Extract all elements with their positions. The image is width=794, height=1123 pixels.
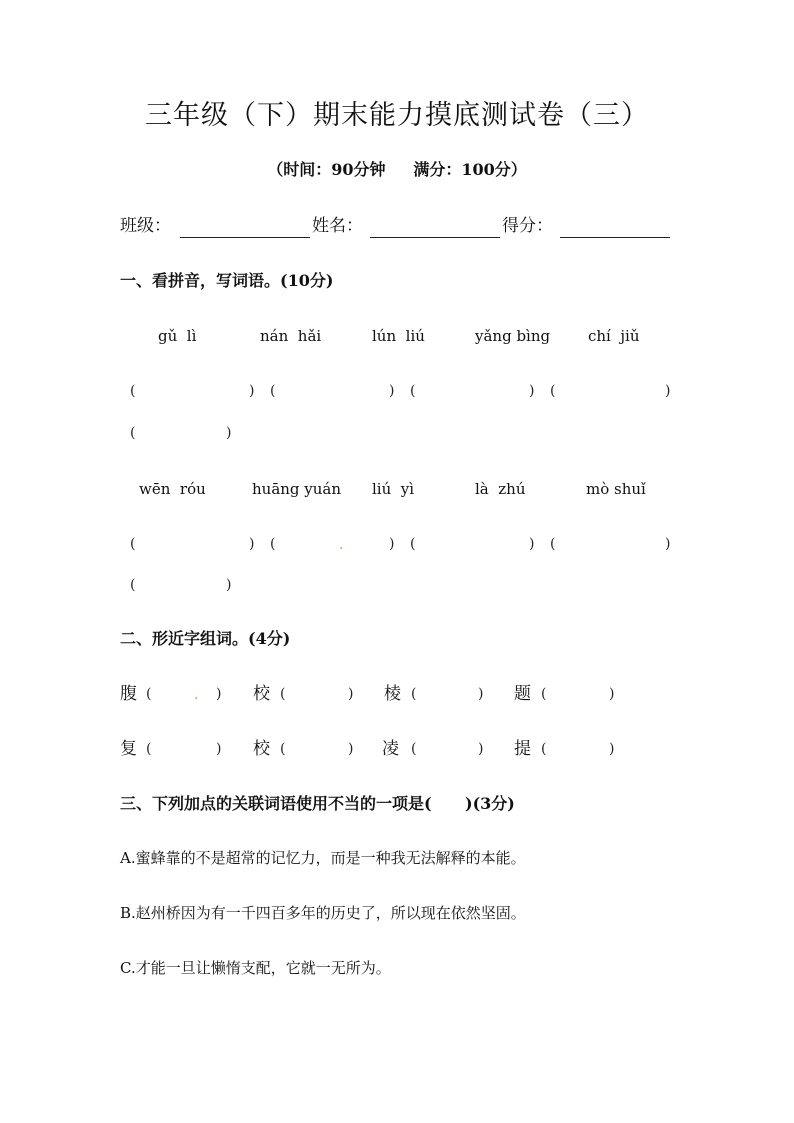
answer-open-paren: (	[270, 383, 276, 399]
page-title: 三年级（下）期末能力摸底测试卷（三）	[145, 100, 649, 131]
answer-open-paren: (	[130, 577, 136, 593]
pinyin-item: lún liú	[372, 327, 425, 345]
answer-close-paren: )	[226, 577, 232, 593]
answer-open-paren: (	[410, 383, 416, 399]
answer-close-paren: )	[249, 536, 255, 552]
score-label: 得分：	[502, 216, 553, 236]
pinyin-item: yǎng bìng	[475, 327, 551, 345]
section-3-heading: 三、下列加点的关联词语使用不当的一项是( )(3分)	[120, 794, 515, 813]
answer-close-paren: )	[348, 741, 354, 757]
answer-close-paren: )	[529, 536, 535, 552]
answer-open-paren: (	[146, 686, 152, 702]
pinyin-item: wēn róu	[139, 480, 206, 498]
answer-close-paren: )	[529, 383, 535, 399]
answer-open-paren: (	[270, 536, 276, 552]
name-blank[interactable]	[370, 237, 500, 238]
stray-mark: .	[194, 687, 199, 703]
answer-open-paren: (	[541, 686, 547, 702]
answer-open-paren: (	[130, 425, 136, 441]
option-c[interactable]: C.才能一旦让懒惰支配，它就一无所为。	[120, 959, 391, 977]
class-label: 班级：	[120, 216, 171, 236]
class-blank[interactable]	[180, 237, 310, 238]
answer-close-paren: )	[609, 741, 615, 757]
answer-open-paren: (	[411, 741, 417, 757]
answer-close-paren: )	[609, 686, 615, 702]
answer-close-paren: )	[216, 686, 222, 702]
answer-close-paren: )	[478, 741, 484, 757]
char-item: 题	[514, 684, 531, 704]
pinyin-item: gǔ lì	[158, 327, 197, 345]
answer-close-paren: )	[389, 536, 395, 552]
exam-time-score: （时间：90分钟 满分：100分）	[267, 160, 527, 179]
answer-close-paren: )	[389, 383, 395, 399]
pinyin-item: chí jiǔ	[588, 327, 640, 345]
answer-open-paren: (	[410, 536, 416, 552]
stray-mark: .	[339, 537, 344, 553]
section-2-heading: 二、形近字组词。(4分)	[120, 629, 291, 648]
name-label: 姓名：	[312, 216, 363, 236]
answer-close-paren: )	[665, 383, 671, 399]
option-b[interactable]: B.赵州桥因为有一千四百多年的历史了，所以现在依然坚固。	[120, 904, 526, 922]
pinyin-item: mò shuǐ	[586, 480, 646, 498]
answer-close-paren: )	[216, 741, 222, 757]
answer-close-paren: )	[249, 383, 255, 399]
answer-open-paren: (	[280, 741, 286, 757]
answer-close-paren: )	[348, 686, 354, 702]
pinyin-item: huāng yuán	[252, 480, 342, 498]
char-item: 校	[253, 684, 270, 704]
char-item: 棱	[384, 684, 401, 704]
char-item: 凌	[382, 739, 399, 759]
pinyin-item: là zhú	[475, 480, 526, 498]
answer-close-paren: )	[226, 425, 232, 441]
pinyin-item: nán hǎi	[260, 327, 322, 345]
answer-open-paren: (	[550, 536, 556, 552]
answer-open-paren: (	[146, 741, 152, 757]
char-item: 提	[514, 739, 531, 759]
pinyin-item: liú yì	[372, 480, 415, 498]
option-a[interactable]: A.蜜蜂靠的不是超常的记忆力，而是一种我无法解释的本能。	[120, 849, 526, 867]
answer-open-paren: (	[411, 686, 417, 702]
answer-open-paren: (	[541, 741, 547, 757]
answer-open-paren: (	[550, 383, 556, 399]
score-blank[interactable]	[560, 237, 670, 238]
answer-close-paren: )	[665, 536, 671, 552]
answer-open-paren: (	[130, 383, 136, 399]
section-1-heading: 一、看拼音，写词语。(10分)	[120, 271, 334, 290]
char-item: 校	[253, 739, 270, 759]
answer-close-paren: )	[478, 686, 484, 702]
char-item: 复	[120, 739, 137, 759]
answer-open-paren: (	[280, 686, 286, 702]
char-item: 腹	[120, 684, 137, 704]
answer-open-paren: (	[130, 536, 136, 552]
